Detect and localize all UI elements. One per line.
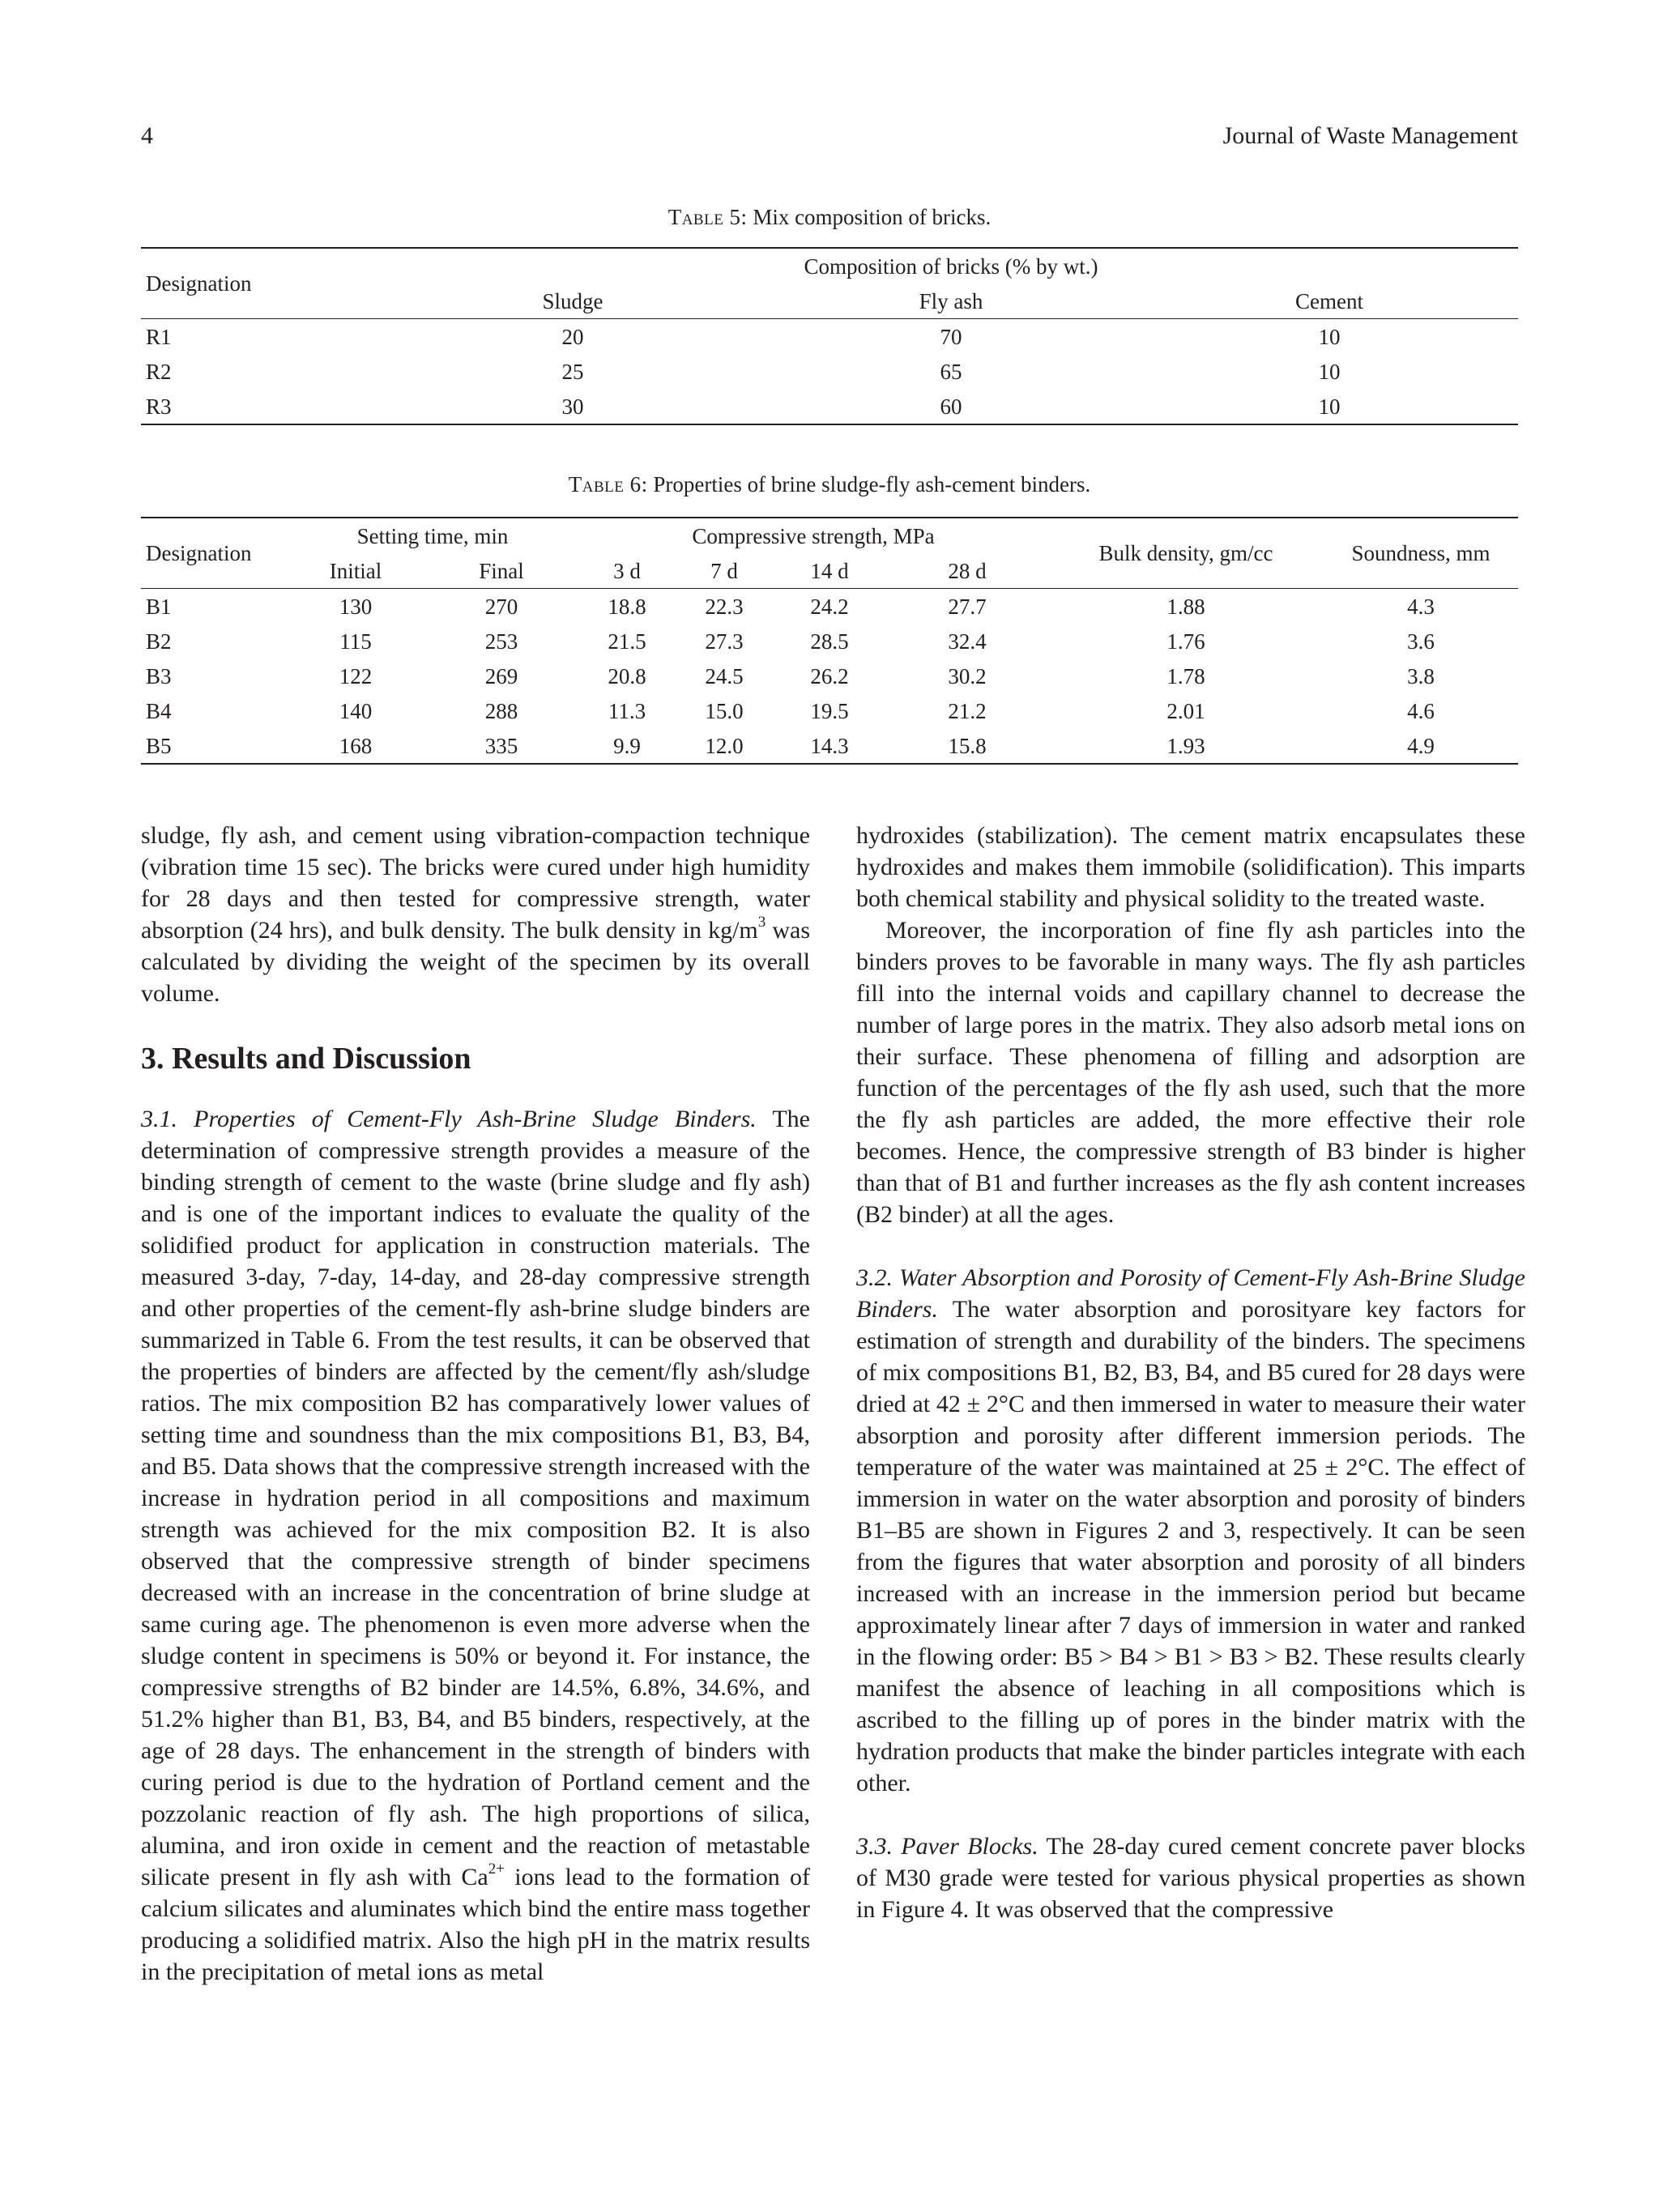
- table5-col-flyash: Fly ash: [761, 283, 1141, 319]
- table6-col-28d: 28 d: [886, 553, 1048, 589]
- body-paragraph: [141, 1103, 810, 1988]
- table6-col-final: Final: [424, 553, 578, 589]
- table-row: [141, 589, 1518, 624]
- table5-cell: R1: [146, 324, 172, 349]
- table6-cell: 12.0: [676, 728, 773, 764]
- table6-soundness-header: Soundness, mm: [1324, 518, 1518, 589]
- table6-cell: B4: [146, 698, 172, 723]
- subsection-title: 3.3. Paver Blocks.: [856, 1833, 1038, 1860]
- page-number: 4: [141, 122, 153, 149]
- section-heading: 3. Results and Discussion: [141, 1042, 471, 1076]
- paragraph-text: The water absorption and porosityare key factors for estimation of strength and durability of the binders. The specimens of mix compositions B1, B2, B3, B4, and B5 cured for 28 days were dried at 42 ± 2°C and then immersed in water to measure their water absorption and porosity after different immersion periods. The temperature of the water was maintained at 25 ± 2°C. The effect of immersion in water on the water absorption and porosity of binders B1–B5 are shown in Figures 2 and 3, respectively. It can be seen from the figures that water absorption and porosity of all binders increased with an increase in the immersion period but became approximately linear after 7 days of immersion in water and ranked in the flowing order: B5 > B4 > B1 > B3 > B2. These results clearly manifest the absence of leaching in all compositions which is ascribed to the filling up of pores in the binder matrix with the hydration products that make the binder particles integrate with each other.: [856, 1296, 1525, 1796]
- table6-col-3d: 3 d: [578, 553, 676, 589]
- table5-cell: 30: [384, 389, 761, 424]
- paragraph-text: ions lead to the formation of calcium silicates and aluminates which bind the entire mass together producing a solidified matrix. Also the high pH in the matrix results in the precipitation of metal ions as metal: [141, 1864, 810, 1985]
- table6-cell: 1.78: [1166, 663, 1205, 688]
- right-column: [856, 820, 1525, 1925]
- table6-cell: 253: [484, 629, 518, 654]
- table-row: [141, 728, 1518, 764]
- body-paragraph: hydroxides (stabilization). The cement matrix encapsulates these hydroxides and makes them immobile (solidification). This imparts both chemical stability and physical solidity to the treated waste.: [856, 822, 1525, 912]
- table6-strength-header: Compressive strength, MPa: [578, 518, 1048, 553]
- table6-cell: 18.8: [608, 594, 646, 619]
- table-row: [141, 693, 1518, 728]
- table6-cell: 3.6: [1407, 629, 1435, 654]
- table5-cell: 10: [1318, 324, 1341, 349]
- table6-cell: 269: [484, 663, 518, 688]
- table5: [141, 247, 1518, 425]
- table5-cell: R2: [146, 359, 172, 384]
- subsection-title: 3.1. Properties of Cement-Fly Ash-Brine Sludge Binders.: [141, 1106, 757, 1132]
- table6-cell: 27.7: [948, 594, 987, 619]
- table-row: [141, 658, 1518, 693]
- table5-cell: 65: [940, 359, 962, 384]
- table6-cell: 4.9: [1324, 728, 1518, 764]
- paragraph-text: sludge, fly ash, and cement using vibration-compaction technique (vibration time 15 sec). The bricks were cured under high humidity for 28 days and then tested for compressive strength, water absorption (24 hrs), and bulk density. The bulk density in kg/m: [141, 822, 810, 944]
- table5-col-sludge: Sludge: [384, 283, 761, 319]
- table6-cell: 270: [484, 594, 518, 619]
- table6-cell: 122: [339, 663, 373, 688]
- left-column: [141, 820, 810, 1988]
- table5-cell: 10: [1318, 359, 1341, 384]
- body-paragraph: [141, 820, 810, 1009]
- table6-cell: 1.93: [1048, 728, 1324, 764]
- journal-name: Journal of Waste Management: [1222, 122, 1518, 149]
- table6-cell: 32.4: [948, 629, 987, 654]
- paragraph-text: The 28-day cured cement concrete paver blocks of M30 grade were tested for various physical properties as shown in Figure 4. It was observed that the compressive: [856, 1833, 1525, 1923]
- table5-cell: 10: [1141, 389, 1518, 424]
- table6: [141, 517, 1518, 765]
- table-row: [141, 624, 1518, 658]
- table5-caption: [141, 202, 1518, 232]
- table6-cell: 4.6: [1407, 698, 1435, 723]
- table6-cell: 21.2: [948, 698, 987, 723]
- paragraph-text: The determination of compressive strength provides a measure of the binding strength of cement to the waste (brine sludge and fly ash) and is one of the important indices to evaluate the quality of the solidified product for application in construction materials. The measured 3-day, 7-day, 14-day, and 28-day compressive strength and other properties of the cement-fly ash-brine sludge binders are summarized in Table 6. From the test results, it can be observed that the properties of binders are affected by the cement/fly ash/sludge ratios. The mix composition B2 has comparatively lower values of setting time and soundness than the mix compositions B1, B3, B4, and B5. Data shows that the compressive strength increased with the increase in hydration period in all compositions and maximum strength was achieved for the mix composition B2. It is also observed that the compressive strength of binder specimens decreased with an increase in the concentration of brine sludge at same curing age. The phenomenon is even more adverse when the sludge content in specimens is 50% or beyond it. For instance, the compressive strengths of B2 binder are 14.5%, 6.8%, 34.6%, and 51.2% higher than B1, B3, B4, and B5 binders, respectively, at the age of 28 days. The enhancement in the strength of binders with curing period is due to the hydration of Portland cement and the pozzolanic reaction of fly ash. The high proportions of silica, alumina, and iron oxide in cement and the reaction of metastable silicate present in fly ash with Ca: [141, 1106, 810, 1890]
- table6-cell: B2: [146, 629, 172, 654]
- table6-cell: 168: [287, 728, 424, 764]
- table6-cell: 19.5: [810, 698, 849, 723]
- body-paragraph: [856, 1831, 1525, 1925]
- table6-cell: 27.3: [705, 629, 744, 654]
- paragraph-text: was calculated by dividing the weight of the specimen by its overall volume.: [141, 917, 811, 1007]
- table6-cell: 335: [424, 728, 578, 764]
- table5-caption-text: Mix composition of bricks.: [753, 205, 992, 229]
- table6-designation-header: Designation: [141, 518, 287, 589]
- table6-cell: 1.76: [1166, 629, 1205, 654]
- table5-cell: 20: [561, 324, 584, 349]
- table6-cell: 140: [339, 698, 373, 723]
- table6-cell: 21.5: [608, 629, 646, 654]
- superscript: 3: [757, 914, 766, 931]
- table6-cell: B1: [146, 594, 172, 619]
- table6-col-7d: 7 d: [676, 553, 773, 589]
- table6-cell: 26.2: [810, 663, 849, 688]
- table6-col-14d: 14 d: [773, 553, 886, 589]
- table6-cell: 24.5: [705, 663, 744, 688]
- body-paragraph: Moreover, the incorporation of fine fly ash particles into the binders proves to be favorable in many ways. The fly ash particles fill into the internal voids and capillary channel to decrease the number of large pores in the matrix. They also adsorb metal ions on their surface. These phenomena of filling and adsorption are function of the percentages of the fly ash used, such that the more the fly ash particles are added, the more effective their role becomes. Hence, the compressive strength of B3 binder is higher than that of B1 and further increases as the fly ash content increases (B2 binder) at all the ages.: [856, 917, 1525, 1228]
- table5-cell: 25: [561, 359, 584, 384]
- table6-caption-text: Properties of brine sludge-fly ash-cement binders.: [653, 472, 1091, 497]
- table6-cell: 15.8: [886, 728, 1048, 764]
- table5-cell: R3: [141, 389, 384, 424]
- table6-cell: 288: [484, 698, 518, 723]
- table6-cell: 28.5: [810, 629, 849, 654]
- subsection-title: 3.2. Water Absorption and Porosity of Cement-Fly Ash-Brine Sludge Binders.: [856, 1264, 1525, 1323]
- table6-cell: 15.0: [705, 698, 744, 723]
- table6-setting-header: Setting time, min: [287, 518, 578, 553]
- table6-cell: 30.2: [948, 663, 987, 688]
- table5-cell: 60: [761, 389, 1141, 424]
- superscript: 2+: [488, 1860, 505, 1877]
- table6-cell: 2.01: [1166, 698, 1205, 723]
- table-row: [141, 354, 1518, 389]
- table6-cell: B5: [141, 728, 287, 764]
- table6-caption-label: Table 6:: [568, 472, 648, 497]
- table6-density-header: Bulk density, gm/cc: [1048, 518, 1324, 589]
- table6-cell: 130: [339, 594, 373, 619]
- table6-col-initial: Initial: [287, 553, 424, 589]
- table6-cell: 115: [339, 629, 372, 654]
- table6-caption: [141, 470, 1518, 499]
- table5-cell: 70: [940, 324, 962, 349]
- table5-col-cement: Cement: [1141, 283, 1518, 319]
- table6-cell: 22.3: [705, 594, 744, 619]
- table6-cell: 3.8: [1407, 663, 1435, 688]
- table5-caption-label: Table 5:: [667, 205, 748, 229]
- table-row: [141, 389, 1518, 424]
- table6-cell: 20.8: [608, 663, 646, 688]
- table6-cell: 1.88: [1166, 594, 1205, 619]
- table-row: [141, 319, 1518, 355]
- table6-cell: 4.3: [1407, 594, 1435, 619]
- table6-cell: 11.3: [608, 698, 646, 723]
- table6-cell: 24.2: [810, 594, 849, 619]
- table6-cell: 9.9: [578, 728, 676, 764]
- table6-cell: 14.3: [773, 728, 886, 764]
- body-paragraph: [856, 1262, 1525, 1799]
- table6-cell: B3: [146, 663, 172, 688]
- table5-group-header: Composition of bricks (% by wt.): [384, 248, 1518, 283]
- table5-designation-header: Designation: [141, 248, 384, 319]
